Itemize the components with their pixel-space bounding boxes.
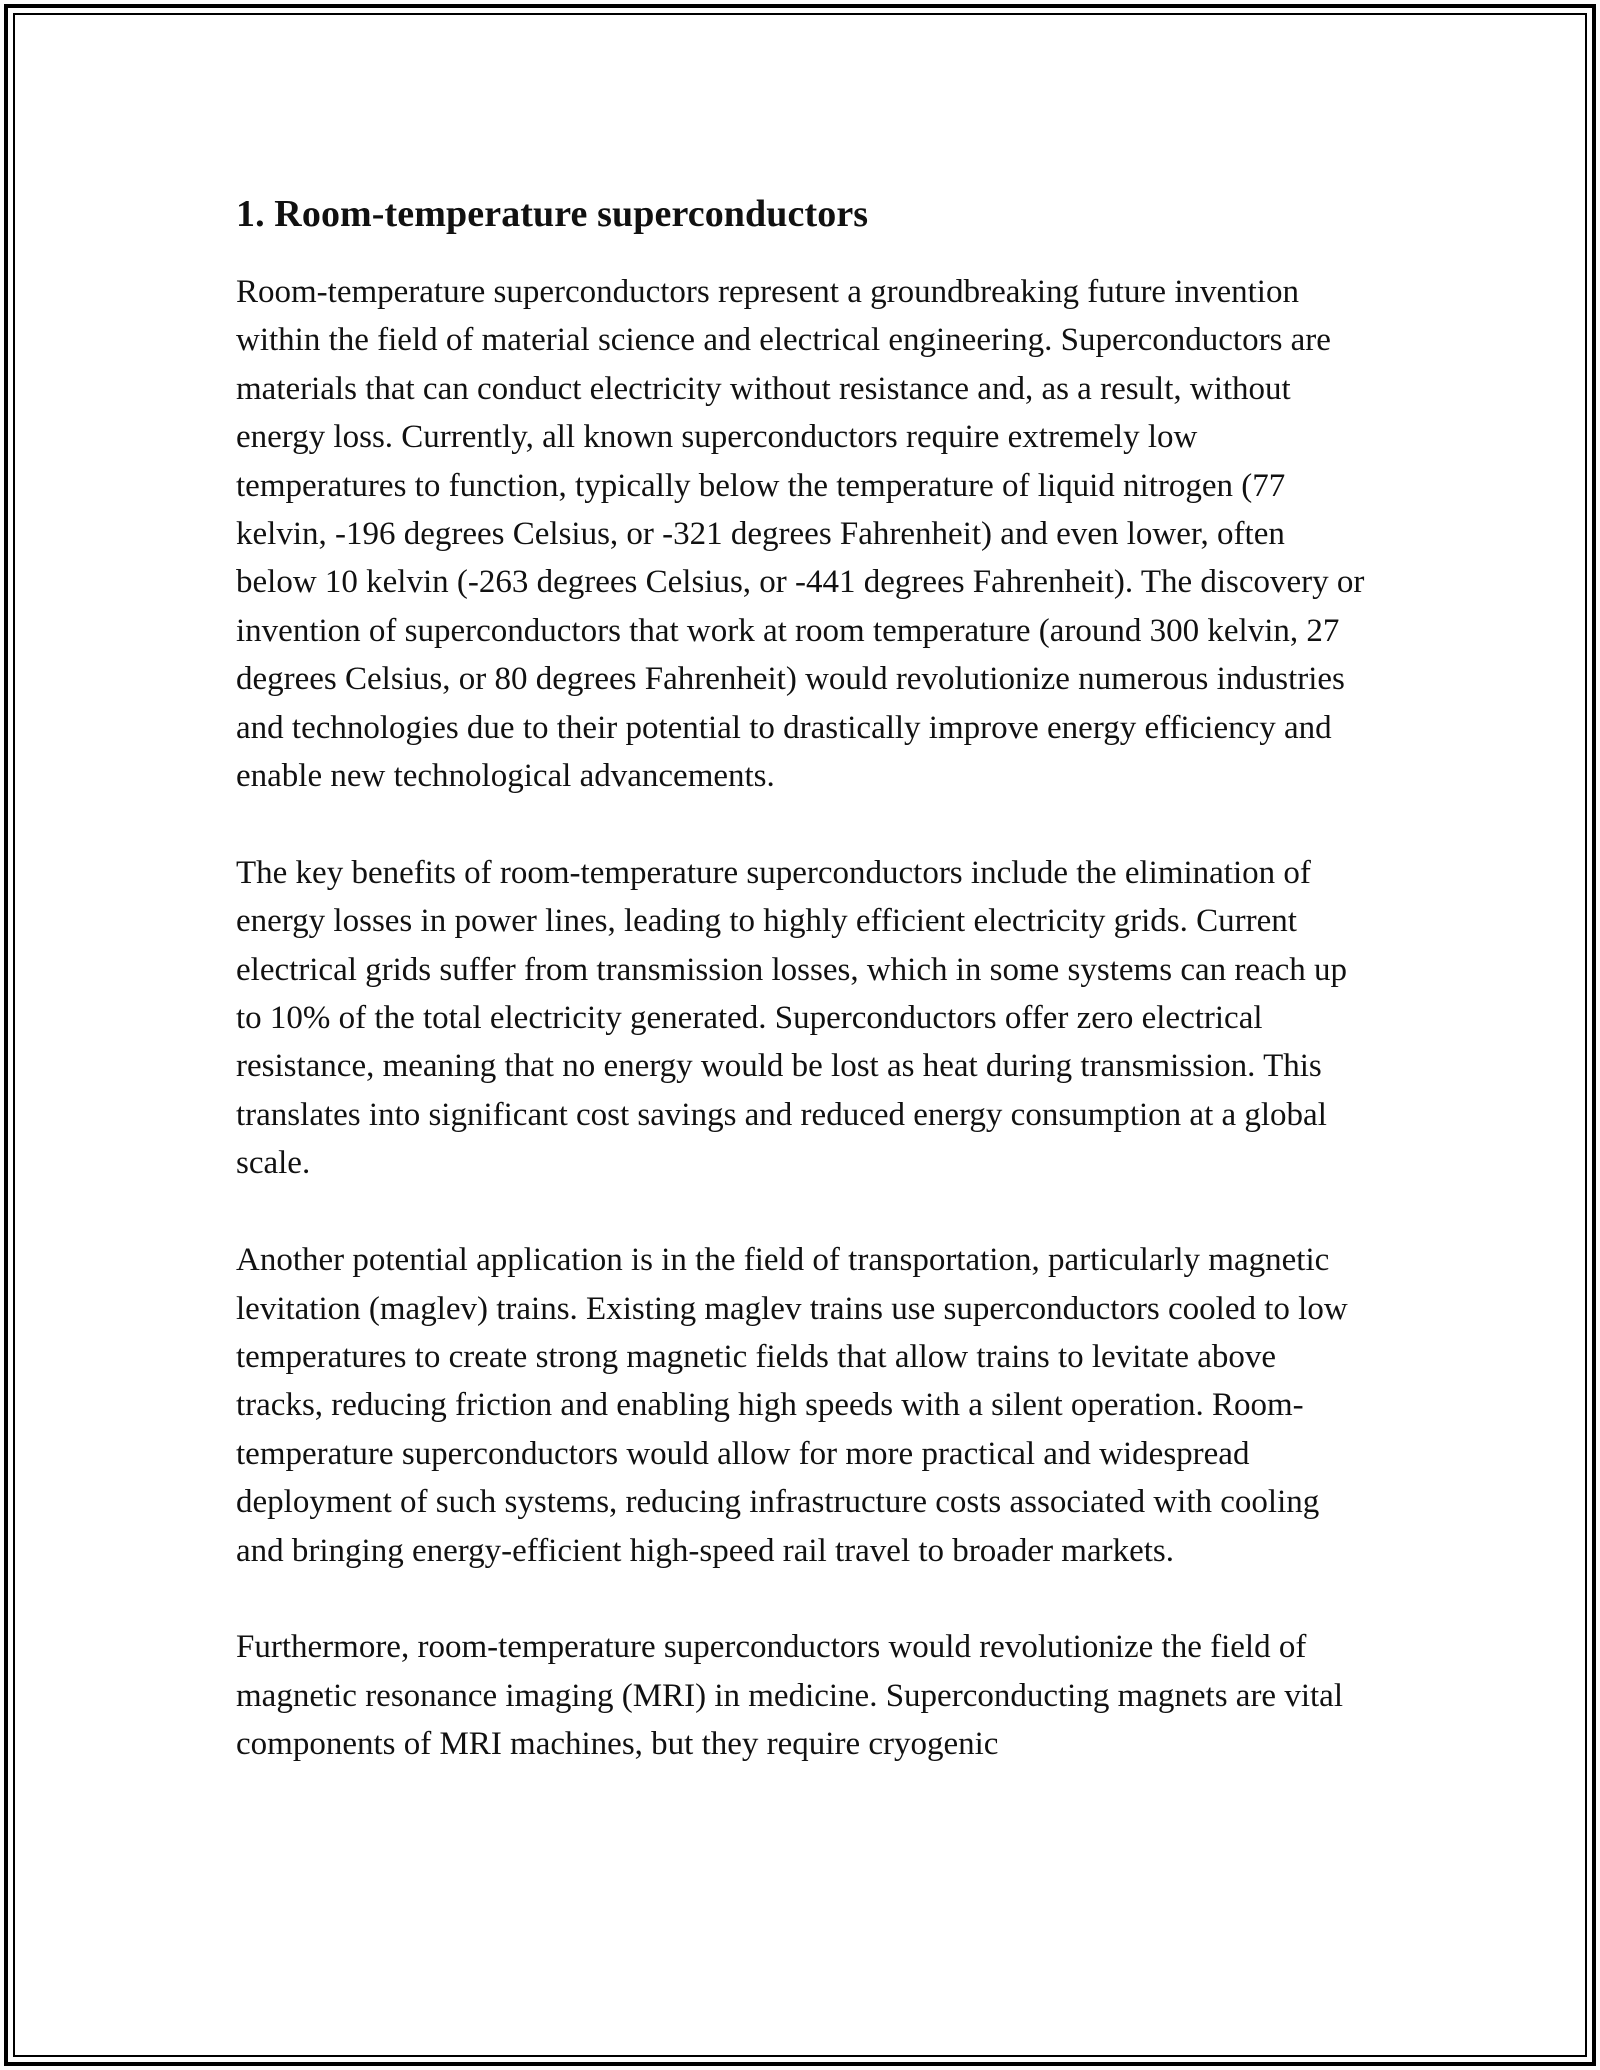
paragraph-mri: Furthermore, room-temperature superconductors would revolutionize the field of magnetic resonance imaging (MRI) in medicine. Superconducting magnets are vital components of MRI machines, but they require cryogenic [236,1629,1343,1763]
section-heading: 1. Room-temperature superconductors [236,193,869,235]
paragraph-power-grid: The key benefits of room-temperature superconductors include the elimination of energy losses in power lines, leading to highly efficient electricity grids. Current electrical grids suffer from transmission losses, which in some systems can reach up to 10% of the total electricity generated. Superconductors offer zero electrical resistance, meaning that no energy would be lost as heat during transmission. This translates into significant cost savings and reduced energy consumption at a global scale. [236,854,1348,1182]
paragraph-maglev: Another potential application is in the field of transportation, particularly magnetic levitation (maglev) trains. Existing maglev trains use superconductors cooled to low temperatures to create strong magnetic fields that allow trains to levitate above tracks, reducing friction and enabling high speeds with a silent operation. Room-temperature superconductors would allow for more practical and widespread deployment of such systems, reducing infrastructure costs associated with cooling and bringing energy-efficient high-speed rail travel to broader markets. [236,1242,1348,1569]
document-body [236,188,1366,1817]
paragraph-intro: Room-temperature superconductors represent a groundbreaking future invention within the field of material science and electrical engineering. Superconductors are materials that can conduct electricity without resistance and, as a result, without energy loss. Currently, all known superconductors require extremely low temperatures to function, typically below the temperature of liquid nitrogen (77 kelvin, -196 degrees Celsius, or -321 degrees Fahrenheit) and even lower, often below 10 kelvin (-263 degrees Celsius, or -441 degrees Fahrenheit). The discovery or invention of superconductors that work at room temperature (around 300 kelvin, 27 degrees Celsius, or 80 degrees Fahrenheit) would revolutionize numerous industries and technologies due to their potential to drastically improve energy efficiency and enable new technological advancements. [236,274,1365,795]
